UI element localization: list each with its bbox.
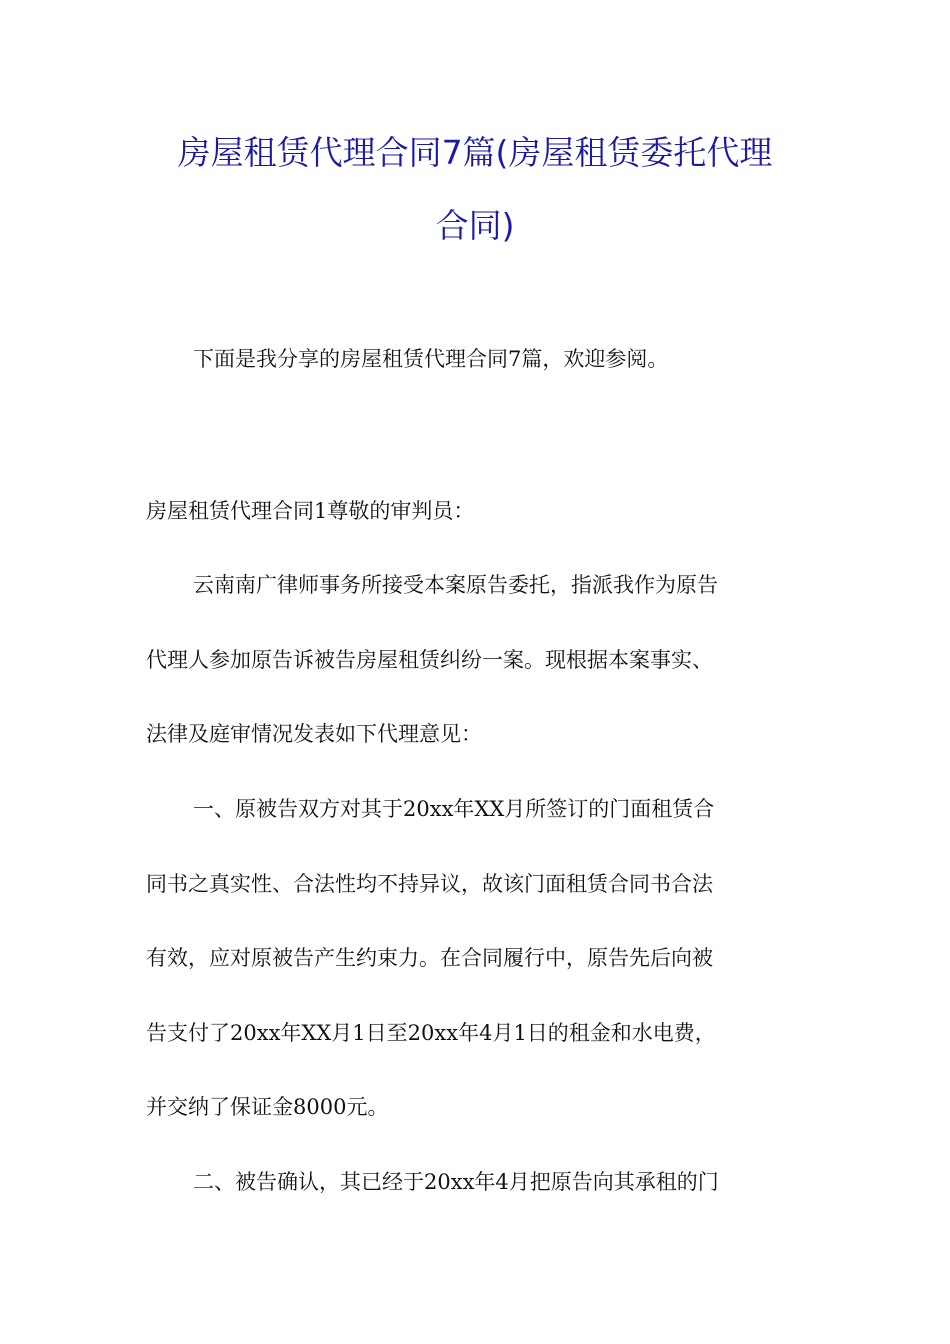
document-title-line-1: 房屋租赁代理合同7篇(房屋租赁委托代理 [177, 133, 773, 172]
text-line: 一、原被告双方对其于20xx年XX月所签订的门面租赁合 [193, 797, 715, 821]
text-line: 并交纳了保证金8000元。 [146, 1095, 389, 1119]
text-line: 有效，应对原被告产生约束力。在合同履行中，原告先后向被 [146, 946, 713, 970]
text-line: 房屋租赁代理合同1尊敬的审判员： [146, 499, 475, 523]
text-line: 告支付了20xx年XX月1日至20xx年4月1日的租金和水电费， [146, 1021, 716, 1045]
text-line: 云南南广律师事务所接受本案原告委托，指派我作为原告 [193, 573, 718, 597]
text-line: 代理人参加原告诉被告房屋租赁纠纷一案。现根据本案事实、 [146, 648, 713, 672]
text-line: 同书之真实性、合法性均不持异议，故该门面租赁合同书合法 [146, 872, 713, 896]
intro-paragraph: 下面是我分享的房屋租赁代理合同7篇，欢迎参阅。 [193, 347, 669, 371]
document-title-line-2: 合同) [435, 206, 515, 245]
text-line: 法律及庭审情况发表如下代理意见： [146, 722, 482, 746]
text-line: 二、被告确认，其已经于20xx年4月把原告向其承租的门 [193, 1170, 719, 1194]
